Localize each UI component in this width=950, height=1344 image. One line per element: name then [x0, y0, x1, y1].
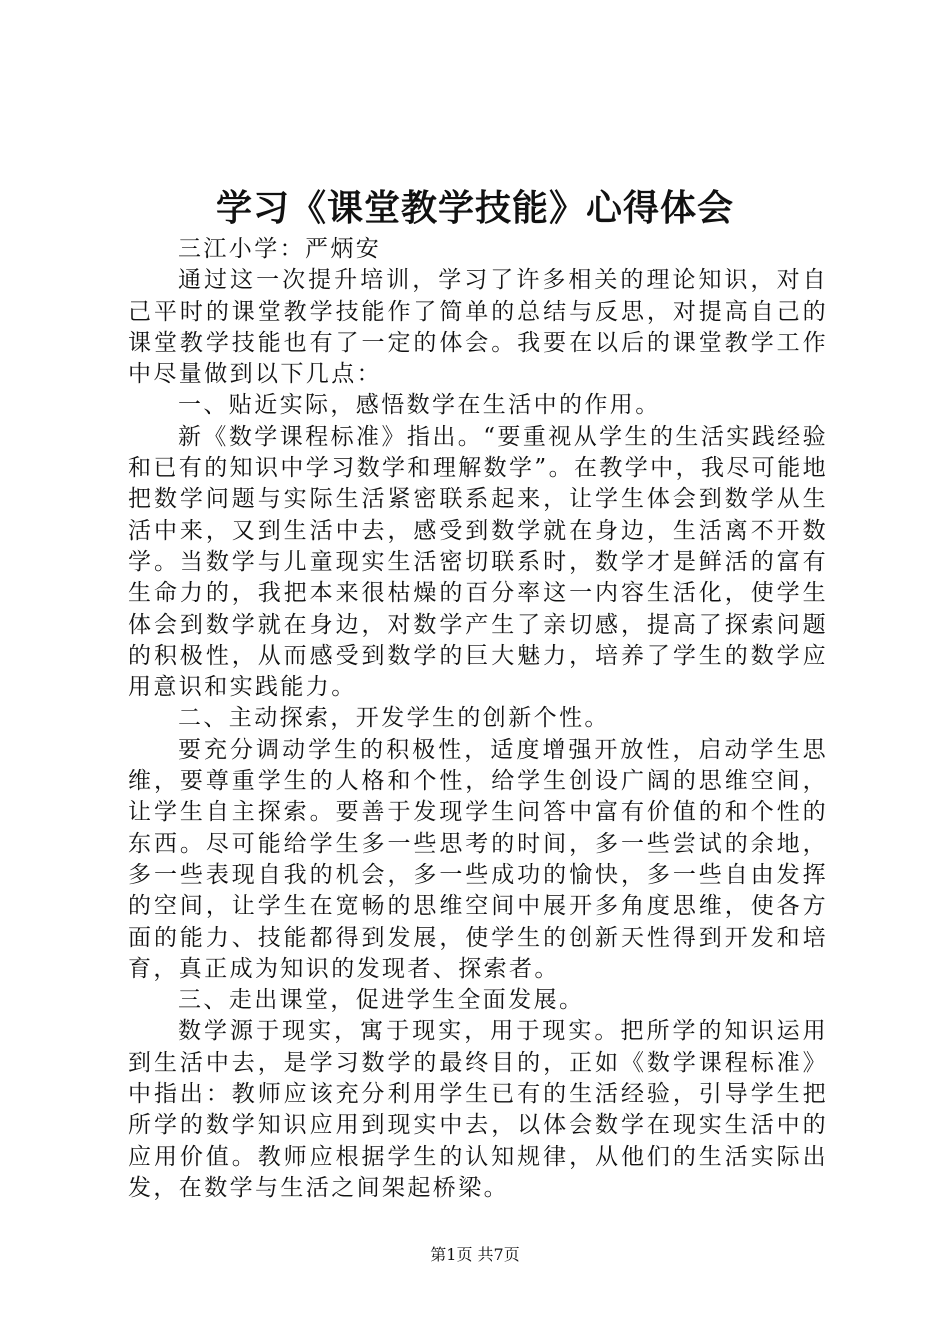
- page-number: 第1页 共7页: [430, 1245, 520, 1264]
- section-heading-2: 二、主动探索，开发学生的创新个性。: [178, 705, 610, 732]
- page-footer: [0, 1244, 950, 1266]
- author-line: 三江小学：严炳安: [178, 236, 382, 262]
- paragraph-section-1: 新《数学课程标准》指出。“要重视从学生的生活实践经验和已有的知识中学习数学和理解数学”。在教学中，我尽可能地把数学问题与实际生活紧密联系起来，让学生体会到数学从生活中来，又到生活中去，感受到数学就在身边，生活离不开数学。当数学与儿童现实生活密切联系时，数学才是鲜活的富有生命力的，我把本来很枯燥的百分率这一内容生活化，使学生体会到数学就在身边，对数学产生了亲切感，提高了探索问题的积极性，从而感受到数学的巨大魅力，培养了学生的数学应用意识和实践能力。: [128, 423, 828, 701]
- section-heading-3: 三、走出课堂，促进学生全面发展。: [178, 987, 585, 1014]
- document-body: [128, 234, 828, 1204]
- document-title: 学习《课堂教学技能》心得体会: [215, 187, 734, 229]
- paragraph-section-2: 要充分调动学生的积极性，适度增强开放性，启动学生思维，要尊重学生的人格和个性，给学生创设广阔的思维空间，让学生自主探索。要善于发现学生问答中富有价值的和个性的东西。尽可能给学生多一些思考的时间，多一些尝试的余地，多一些表现自我的机会，多一些成功的愉快，多一些自由发挥的空间，让学生在宽畅的思维空间中展开多角度思维，使各方面的能力、技能都得到发展，使学生的创新天性得到开发和培育，真正成为知识的发现者、探索者。: [128, 736, 828, 982]
- section-heading-1: 一、贴近实际，感悟数学在生活中的作用。: [178, 392, 661, 419]
- paragraph-section-3: 数学源于现实，寓于现实，用于现实。把所学的知识运用到生活中去，是学习数学的最终目的，正如《数学课程标准》中指出：教师应该充分利用学生已有的生活经验，引导学生把所学的数学知识应用到现实中去，以体会数学在现实生活中的应用价值。教师应根据学生的认知规律，从他们的生活实际出发，在数学与生活之间架起桥梁。: [128, 1018, 828, 1201]
- paragraph-intro: 通过这一次提升培训，学习了许多相关的理论知识，对自己平时的课堂教学技能作了简单的总结与反思，对提高自己的课堂教学技能也有了一定的体会。我要在以后的课堂教学工作中尽量做到以下几点：: [128, 267, 828, 388]
